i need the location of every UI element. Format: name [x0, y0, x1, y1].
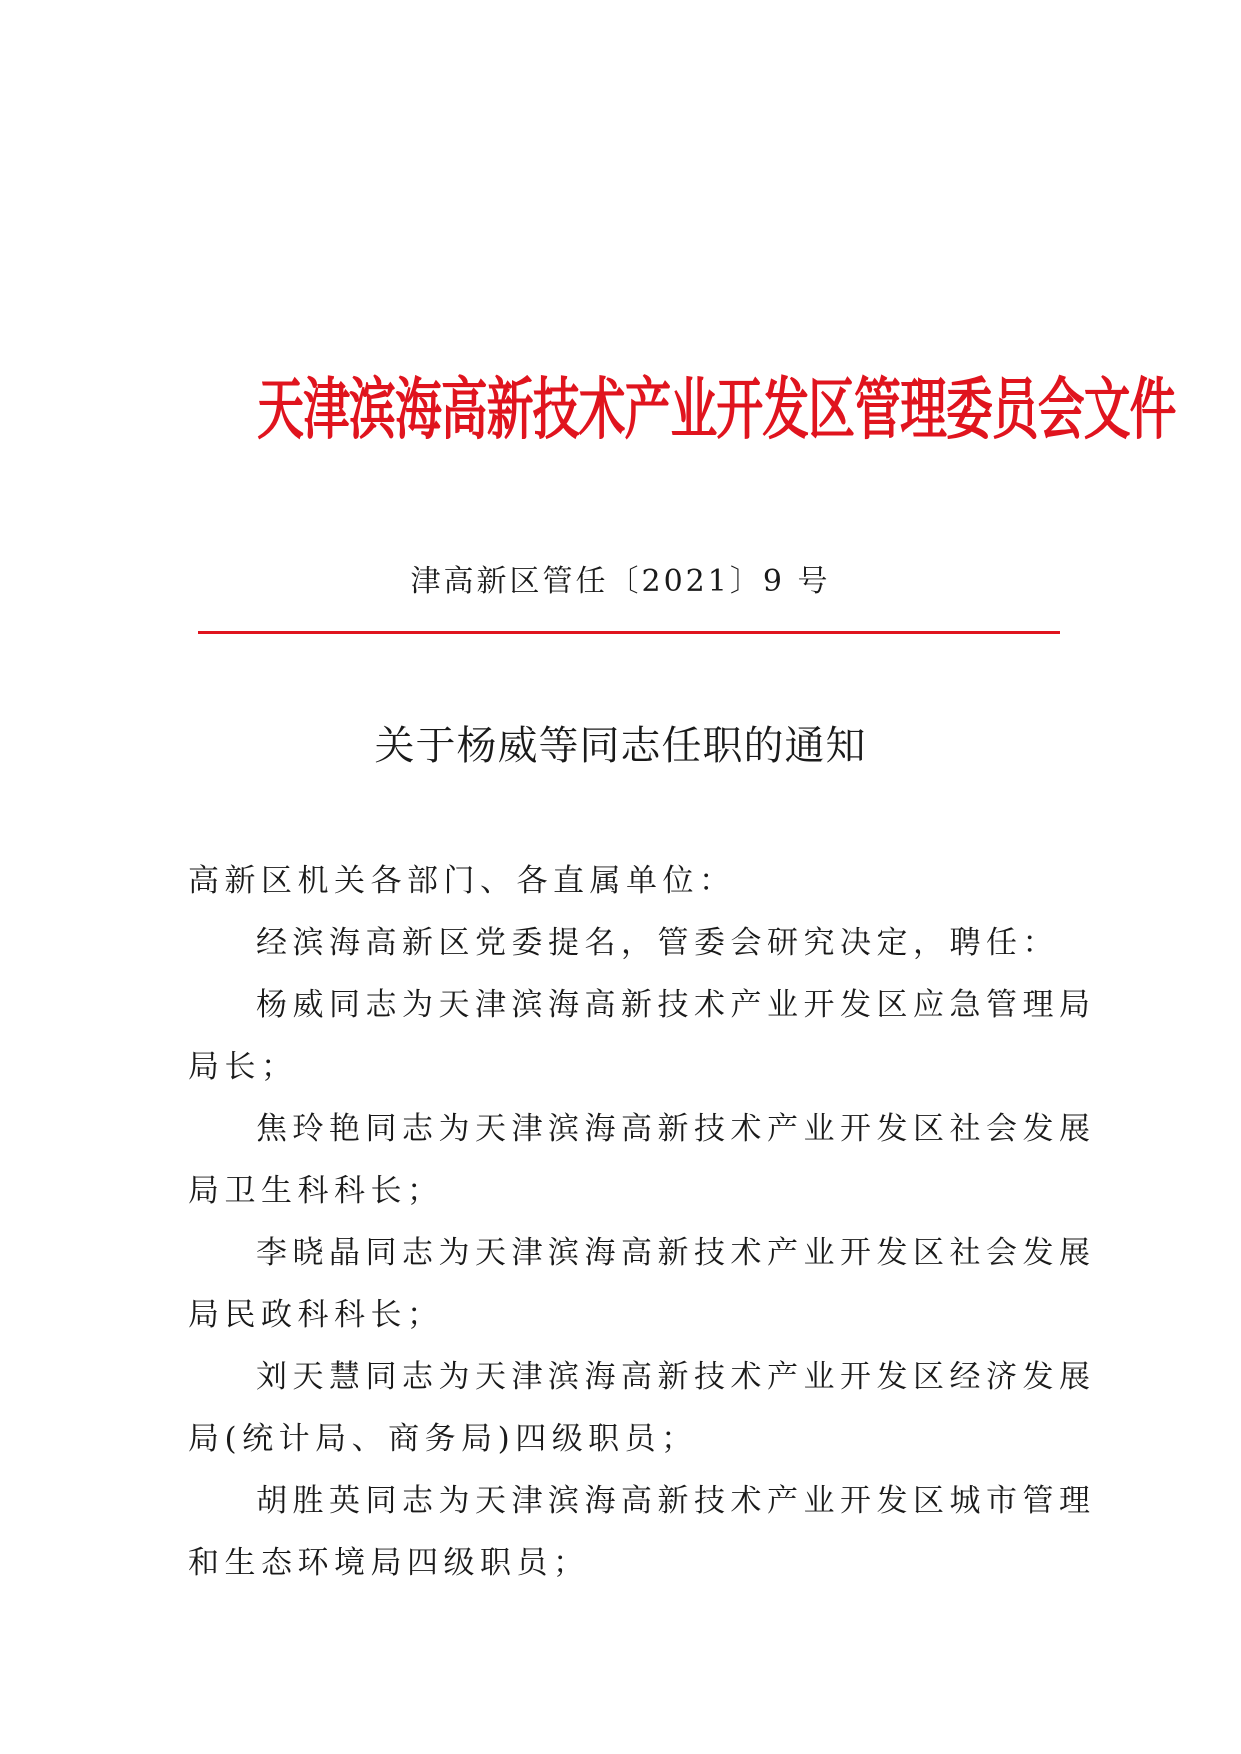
body-line: 局民政科科长； [188, 1297, 444, 1333]
body-line: 李晓晶同志为天津滨海高新技术产业开发区社会发展 [256, 1235, 1096, 1271]
body-line: 和生态环境局四级职员； [188, 1545, 590, 1581]
body-line: 局(统计局、商务局)四级职员； [188, 1421, 698, 1457]
body-line: 局长； [188, 1049, 298, 1085]
body-line: 焦玲艳同志为天津滨海高新技术产业开发区社会发展 [256, 1111, 1096, 1147]
red-separator-line [198, 631, 1060, 634]
body-line: 局卫生科科长； [188, 1173, 444, 1209]
document-number: 津高新区管任〔2021〕9 号 [410, 564, 831, 599]
issuing-authority-header: 天津滨海高新技术产业开发区管理委员会文件 [257, 371, 1176, 449]
notice-body [188, 850, 1096, 1594]
salutation: 高新区机关各部门、各直属单位： [188, 863, 736, 899]
body-line: 胡胜英同志为天津滨海高新技术产业开发区城市管理 [256, 1483, 1096, 1519]
notice-title: 关于杨威等同志任职的通知 [374, 723, 867, 769]
body-line: 经滨海高新区党委提名，管委会研究决定，聘任： [256, 925, 1059, 961]
body-line: 杨威同志为天津滨海高新技术产业开发区应急管理局 [256, 987, 1096, 1023]
body-line: 刘天慧同志为天津滨海高新技术产业开发区经济发展 [256, 1359, 1096, 1395]
